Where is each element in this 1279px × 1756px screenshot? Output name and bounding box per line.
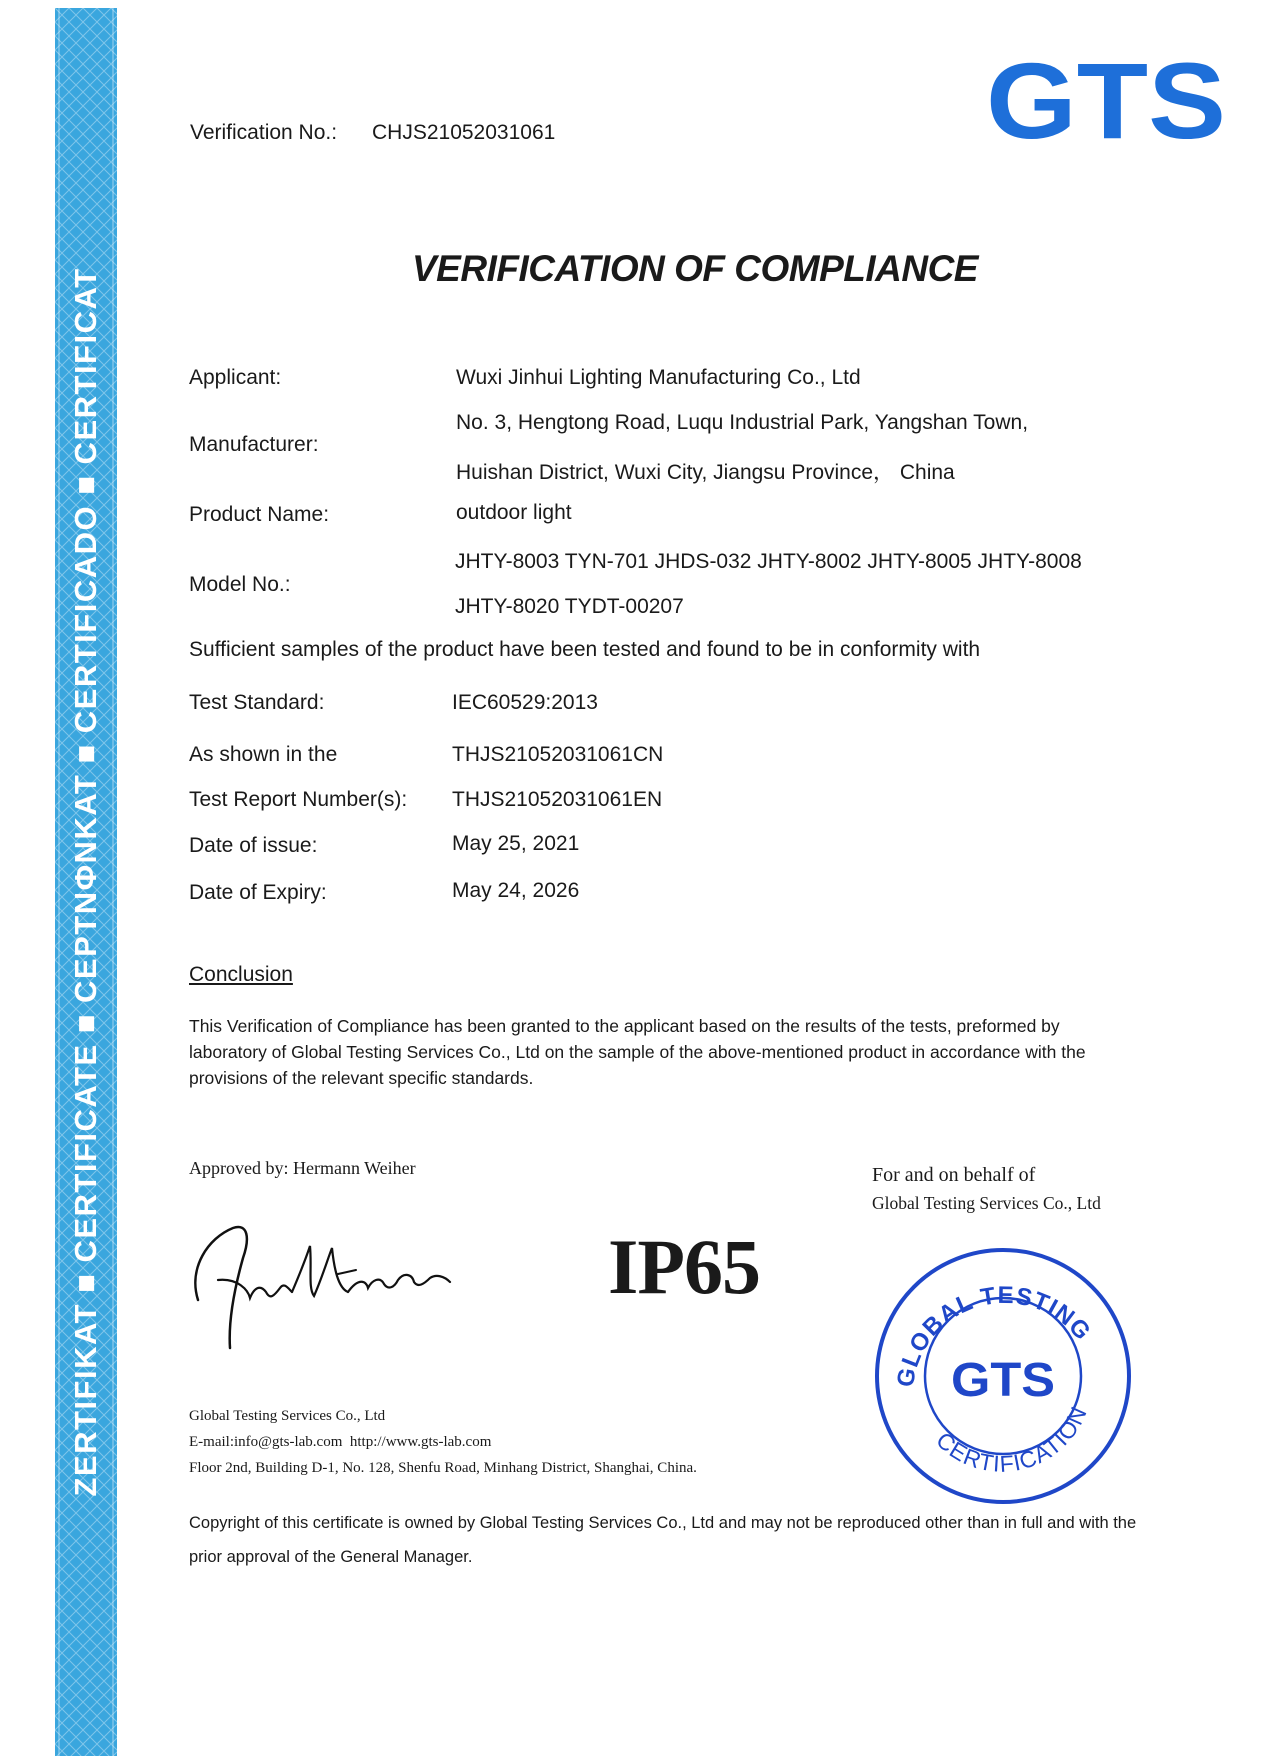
ip-rating: IP65: [608, 1223, 760, 1310]
stamp-bottom-text: CERTIFICATION: [931, 1401, 1093, 1477]
report-label-line2: Test Report Number(s):: [189, 788, 408, 811]
copyright-line2: prior approval of the General Manager.: [189, 1548, 473, 1566]
stamp-logo: GTS: [951, 1354, 1055, 1407]
svg-text:CERTIFICATION: [931, 1402, 1092, 1477]
date-issue-value: May 25, 2021: [452, 832, 580, 855]
test-standard-value: IEC60529:2013: [452, 691, 598, 714]
verification-label: Verification No.:: [190, 121, 338, 144]
model-no-label: Model No.:: [189, 573, 291, 596]
report-number-cn: THJS21052031061CN: [452, 743, 664, 766]
model-no-line2: JHTY-8020 TYDT-00207: [455, 595, 684, 618]
gts-logo-text: GTS: [986, 56, 1226, 148]
gts-logo: [983, 56, 1229, 148]
test-standard-label: Test Standard:: [189, 691, 325, 714]
page-title: VERIFICATION OF COMPLIANCE: [412, 248, 978, 289]
conclusion-line: laboratory of Global Testing Services Co., Ltd on the sample of the above-mentioned product in accordance with the: [189, 1042, 1086, 1062]
signature: [188, 1218, 498, 1358]
contact-address: Floor 2nd, Building D-1, No. 128, Shenfu Road, Minhang District, Shanghai, China.: [189, 1460, 697, 1476]
behalf-line1: For and on behalf of: [872, 1164, 1036, 1186]
copyright-line1: Copyright of this certificate is owned by Global Testing Services Co., Ltd and may not be reproduced other than in full and with the: [189, 1514, 1137, 1532]
date-expiry-value: May 24, 2026: [452, 879, 580, 902]
applicant-value: Wuxi Jinhui Lighting Manufacturing Co., Ltd: [456, 366, 861, 389]
product-name-label: Product Name:: [189, 503, 330, 526]
manufacturer-address-line1: No. 3, Hengtong Road, Luqu Industrial Park, Yangshan Town,: [456, 411, 1029, 434]
model-no-line1: JHTY-8003 TYN-701 JHDS-032 JHTY-8002 JHTY-8005 JHTY-8008: [455, 550, 1082, 573]
conclusion-line: This Verification of Compliance has been granted to the applicant based on the results of the tests, preformed by: [189, 1016, 1060, 1036]
conclusion-heading: Conclusion: [189, 963, 293, 986]
date-expiry-label: Date of Expiry:: [189, 881, 327, 904]
manufacturer-address-line2: Huishan District, Wuxi City, Jiangsu Province， China: [456, 461, 955, 484]
report-label-line1: As shown in the: [189, 743, 338, 766]
date-issue-label: Date of issue:: [189, 834, 318, 857]
conformity-statement: Sufficient samples of the product have been tested and found to be in conformity with: [189, 638, 981, 661]
behalf-line2: Global Testing Services Co., Ltd: [872, 1193, 1101, 1213]
company-stamp: [873, 1246, 1133, 1506]
verification-number: CHJS21052031061: [372, 121, 556, 144]
side-band-text: ZERTIFIKAT ■ CERTIFICATE ■ CEPTNΦNKAT ■ CERTIFICADO ■ CERTIFICAT: [68, 267, 103, 1497]
manufacturer-label: Manufacturer:: [189, 433, 319, 456]
contact-company: Global Testing Services Co., Ltd: [189, 1408, 386, 1424]
report-number-en: THJS21052031061EN: [452, 788, 663, 811]
approved-by: Approved by: Hermann Weiher: [189, 1158, 416, 1178]
conclusion-line: provisions of the relevant specific standards.: [189, 1068, 534, 1088]
stamp-top-text: GLOBAL TESTING: [891, 1281, 1097, 1390]
contact-email-web: E-mail:info@gts-lab.com http://www.gts-lab.com: [189, 1434, 492, 1450]
product-name-value: outdoor light: [456, 501, 572, 524]
applicant-label: Applicant:: [189, 366, 282, 389]
conclusion-text: [189, 1013, 1199, 1091]
